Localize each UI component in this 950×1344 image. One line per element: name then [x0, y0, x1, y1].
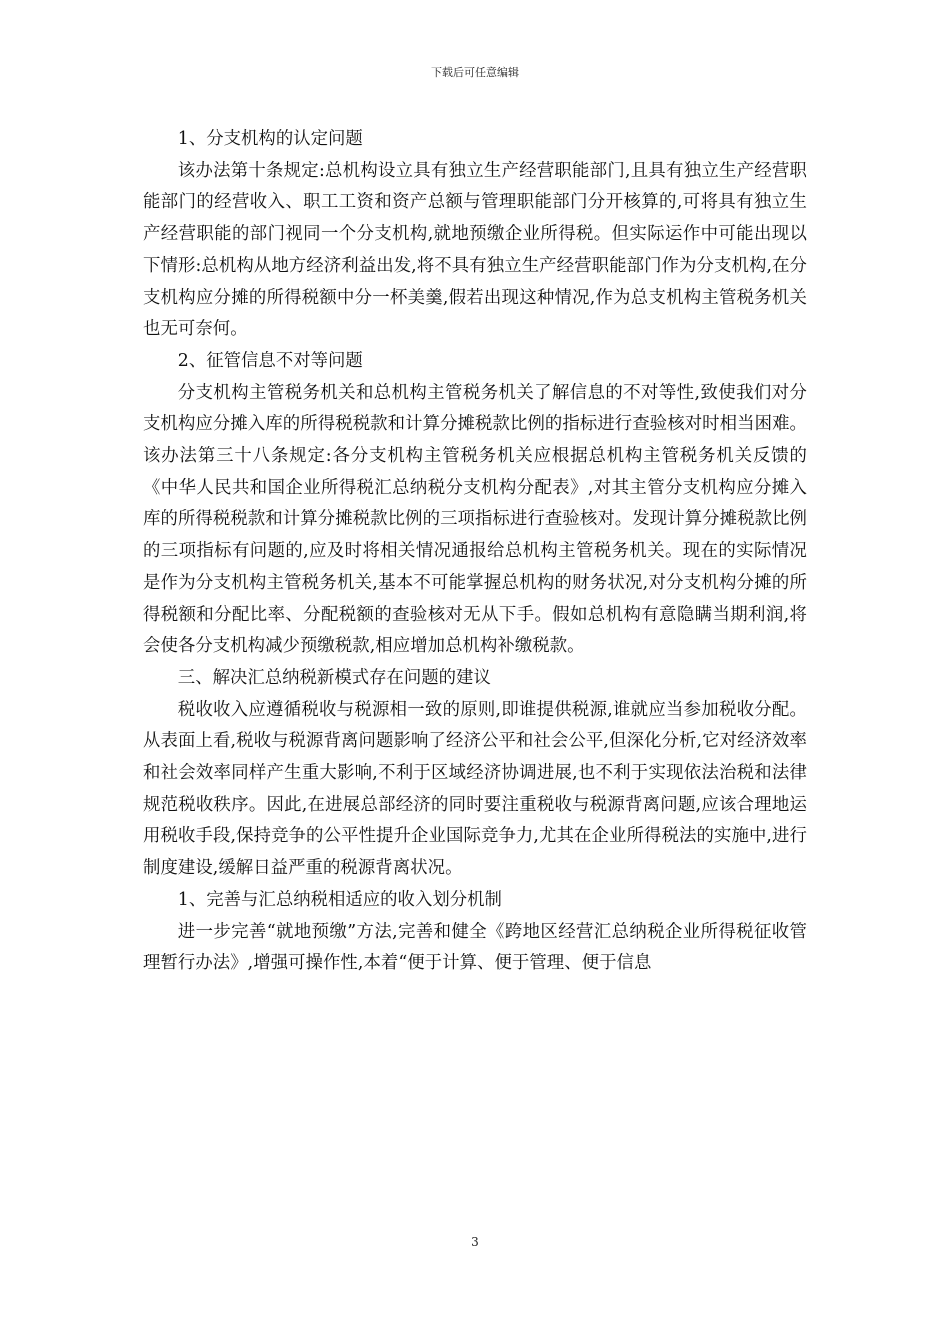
paragraph: 分支机构主管税务机关和总机构主管税务机关了解信息的不对等性,致使我们对分支机构应分摊入库的所得税税款和计算分摊税款比例的指标进行查验核对时相当困难。该办法第三十八条规定:各分支机构主管税务机关应根据总机构主管税务机关反馈的《中华人民共和国企业所得税汇总纳税分支机构分配表》,对其主管分支机构应分摊入库的所得税税款和计算分摊税款比例的三项指标进行查验核对。发现计算分摊税款比例的三项指标有问题的,应及时将相关情况通报给总机构主管税务机关。现在的实际情况是作为分支机构主管税务机关,基本不可能掌握总机构的财务状况,对分支机构分摊的所得税额和分配比率、分配税额的查验核对无从下手。假如总机构有意隐瞒当期利润,将会使各分支机构减少预缴税款,相应增加总机构补缴税款。 [143, 382, 807, 657]
section-heading: 2、征管信息不对等问题 [177, 350, 363, 371]
section-heading: 三、解决汇总纳税新模式存在问题的建议 [177, 667, 491, 688]
paragraph: 该办法第十条规定:总机构设立具有独立生产经营职能部门,且具有独立生产经营职能部门的经营收入、职工工资和资产总额与管理职能部门分开核算的,可将具有独立生产经营职能的部门视同一个分支机构,就地预缴企业所得税。但实际运作中可能出现以下情形:总机构从地方经济利益出发,将不具有独立生产经营职能部门作为分支机构,在分支机构应分摊的所得税额中分一杯美羹,假若出现这种情况,作为总支机构主管税务机关也无可奈何。 [143, 160, 807, 340]
page-header: 下载后可任意编辑 [431, 66, 519, 79]
page-number: 3 [471, 1235, 479, 1249]
document-body [143, 124, 807, 980]
paragraph: 进一步完善“就地预缴”方法,完善和健全《跨地区经营汇总纳税企业所得税征收管理暂行办法》,增强可操作性,本着“便于计算、便于管理、便于信息 [143, 921, 807, 974]
section-heading: 1、完善与汇总纳税相适应的收入划分机制 [177, 889, 502, 910]
paragraph: 税收收入应遵循税收与税源相一致的原则,即谁提供税源,谁就应当参加税收分配。从表面上看,税收与税源背离问题影响了经济公平和社会公平,但深化分析,它对经济效率和社会效率同样产生重大影响,不利于区域经济协调进展,也不利于实现依法治税和法律规范税收秩序。因此,在进展总部经济的同时要注重税收与税源背离问题,应该合理地运用税收手段,保持竞争的公平性提升企业国际竞争力,尤其在企业所得税法的实施中,进行制度建设,缓解日益严重的税源背离状况。 [143, 699, 807, 879]
section-heading: 1、分支机构的认定问题 [177, 129, 363, 149]
